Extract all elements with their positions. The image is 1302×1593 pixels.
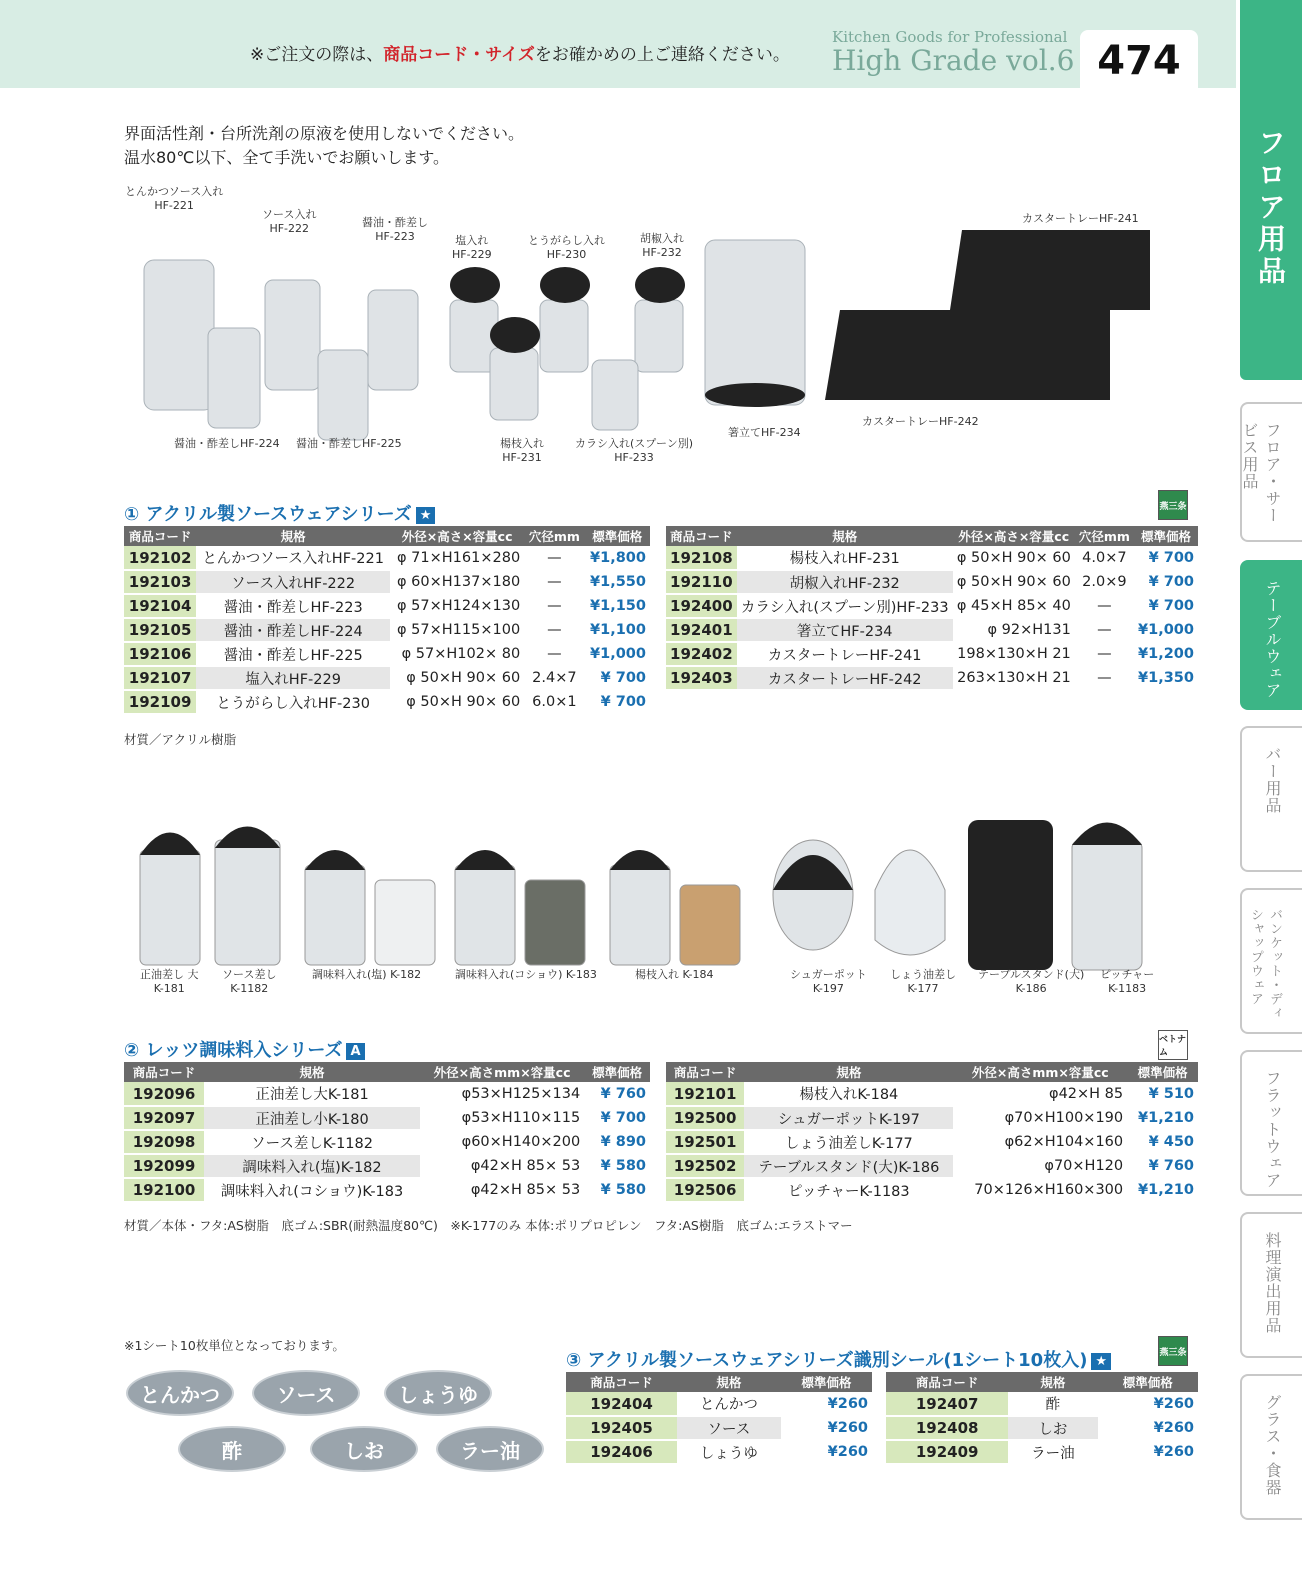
label-sticker-sauce: ソース <box>252 1370 360 1416</box>
table-cell: 192096 <box>124 1082 204 1106</box>
caption-k184: 楊枝入れ K-184 <box>635 968 714 981</box>
table-cell: 胡椒入れHF-232 <box>737 570 953 594</box>
table-cell: 箸立てHF-234 <box>737 618 953 642</box>
table-cell: φ 50×H 90× 60 <box>390 690 524 714</box>
table-cell: φ 57×H124×130 <box>390 594 524 618</box>
table-cell: ¥ 700 <box>1134 570 1198 594</box>
section3-table-right: 商品コード 規格 標準価格 192407 酢 ¥260 192408 しお ¥260 192409 ラー油 ¥260 <box>886 1372 1198 1465</box>
table-cell: 正油差し小K-180 <box>204 1106 420 1130</box>
section1-table-right: 商品コード 規格 外径×高さ×容量cc 穴径mm 標準価格 192108 楊枝入れHF-231 φ 50×H 90× 60 4.0×7 ¥ 700 192110 胡椒入れHF-232 φ 50×H 90× 60 2.0×9 ¥ 700 192400 カラシ入れ(スプーン別)HF-233 φ 45×H 85× 40 — ¥ 700 192401 箸立てHF-234 φ 92×H131 — ¥1,000 192402 カスタートレーHF-241 198×130×H 21 — ¥1,200 192403 カスタートレーHF-242 263×130×H 21 — ¥1,350 <box>666 526 1198 691</box>
section1-table-left: 商品コード 規格 外径×高さ×容量cc 穴径mm 標準価格 192102 とんかつソース入れHF-221 φ 71×H161×280 — ¥1,800 192103 ソース入れHF-222 φ 60×H137×180 — ¥1,550 192104 醤油・酢差しHF-223 φ 57×H124×130 — ¥1,150 192105 醤油・酢差しHF-224 φ 57×H115×100 — ¥1,100 192106 醤油・酢差しHF-225 φ 57×H102× 80 — ¥1,000 192107 塩入れHF-229 φ 50×H 90× 60 2.4×7 ¥ 700 192109 とうがらし入れHF-230 φ 50×H 90× 60 6.0×1 ¥ 700 <box>124 526 650 715</box>
brand-line-1: Kitchen Goods for Professional <box>832 28 1068 46</box>
table-cell: しょう油差しK-177 <box>744 1130 953 1154</box>
table-cell: 192405 <box>566 1416 677 1440</box>
table-row <box>124 1154 650 1178</box>
table-cell: 楊枝入れHF-231 <box>737 546 953 570</box>
table-cell: 198×130×H 21 <box>953 642 1075 666</box>
table-cell: φ 71×H161×280 <box>390 546 524 570</box>
table-cell: ¥260 <box>781 1440 872 1464</box>
table-cell: ¥1,100 <box>585 618 650 642</box>
table-cell: 192107 <box>124 666 196 690</box>
table-cell: 醤油・酢差しHF-223 <box>196 594 390 618</box>
table-cell: 192501 <box>666 1130 744 1154</box>
table-cell: ¥1,210 <box>1127 1106 1198 1130</box>
caption-hf225: 醤油・酢差しHF-225 <box>296 437 402 450</box>
origin-badge-1: 燕三条 <box>1158 490 1188 520</box>
caption-k1183: ピッチャー K-1183 <box>1100 968 1155 995</box>
table-cell: — <box>1075 618 1134 642</box>
table-cell: φ53×H110×115 <box>420 1106 584 1130</box>
caption-k183: 調味料入れ(コショウ) K-183 <box>455 968 597 981</box>
table-cell: カラシ入れ(スプーン別)HF-233 <box>737 594 953 618</box>
table-cell: 192400 <box>666 594 737 618</box>
table-cell: 塩入れHF-229 <box>196 666 390 690</box>
table-cell: φ 60×H137×180 <box>390 570 524 594</box>
table-cell: φ 45×H 85× 40 <box>953 594 1075 618</box>
table-row <box>666 594 1198 618</box>
table-cell: 192506 <box>666 1178 744 1202</box>
table-row <box>666 618 1198 642</box>
table-cell: φ70×H120 <box>953 1154 1127 1178</box>
side-tab-bar[interactable]: バー用品 <box>1240 726 1302 872</box>
caption-hf229: 塩入れ HF-229 <box>452 234 492 261</box>
table-row <box>666 642 1198 666</box>
table-cell: ピッチャーK-1183 <box>744 1178 953 1202</box>
table-cell: — <box>524 546 584 570</box>
table-cell: φ70×H100×190 <box>953 1106 1127 1130</box>
table-cell: ¥260 <box>1098 1416 1199 1440</box>
table-cell: φ 50×H 90× 60 <box>390 666 524 690</box>
table-cell: ¥1,550 <box>585 570 650 594</box>
section1-material: 材質／アクリル樹脂 <box>124 732 237 747</box>
table-cell: 192108 <box>666 546 737 570</box>
table-row <box>666 1082 1198 1106</box>
table-cell: 192104 <box>124 594 196 618</box>
table-cell: — <box>524 642 584 666</box>
table-cell: 192106 <box>124 642 196 666</box>
table-cell: カスタートレーHF-241 <box>737 642 953 666</box>
table-cell: 楊枝入れK-184 <box>744 1082 953 1106</box>
label-sticker-vinegar: 酢 <box>178 1426 286 1472</box>
table-cell: 調味料入れ(塩)K-182 <box>204 1154 420 1178</box>
table-cell: 192101 <box>666 1082 744 1106</box>
table-cell: ¥ 700 <box>1134 546 1198 570</box>
table-row <box>666 1106 1198 1130</box>
table-row <box>666 546 1198 570</box>
caption-hf241: カスタートレーHF-241 <box>1022 212 1139 225</box>
table-row <box>886 1440 1198 1464</box>
caption-hf232: 胡椒入れ HF-232 <box>640 232 684 259</box>
table-cell: — <box>1075 666 1134 690</box>
side-tab-glass[interactable]: グラス・食器 <box>1240 1374 1302 1520</box>
label-sticker-shoyu: しょうゆ <box>384 1370 492 1416</box>
section1-title: ① アクリル製ソースウェアシリーズ ★ <box>124 500 435 526</box>
table-cell: ¥1,200 <box>1134 642 1198 666</box>
table-cell: 調味料入れ(コショウ)K-183 <box>204 1178 420 1202</box>
table-row <box>124 666 650 690</box>
table-cell: ¥ 890 <box>584 1130 650 1154</box>
table-cell: 192109 <box>124 690 196 714</box>
table-cell: 192407 <box>886 1392 1008 1416</box>
side-tab-main[interactable]: フロア用品 <box>1240 0 1302 380</box>
table-cell: ¥1,000 <box>585 642 650 666</box>
table-cell: 192105 <box>124 618 196 642</box>
table-row <box>566 1416 872 1440</box>
table-cell: 醤油・酢差しHF-225 <box>196 642 390 666</box>
section2-table-left: 商品コード 規格 外径×高さmm×容量cc 標準価格 192096 正油差し大K-181 φ53×H125×134 ¥ 760 192097 正油差し小K-180 φ53×H110×115 ¥ 700 192098 ソース差しK-1182 φ60×H140×200 ¥ 890 192099 調味料入れ(塩)K-182 φ42×H 85× 53 ¥ 580 192100 調味料入れ(コショウ)K-183 φ42×H 85× 53 ¥ 580 <box>124 1062 650 1203</box>
table-row <box>124 642 650 666</box>
table-cell: φ 57×H115×100 <box>390 618 524 642</box>
table-cell: 192098 <box>124 1130 204 1154</box>
table-cell: — <box>524 618 584 642</box>
table-cell: ¥ 700 <box>585 690 650 714</box>
table-cell: 192404 <box>566 1392 677 1416</box>
origin-badge-2: ベトナム <box>1158 1030 1188 1060</box>
table-cell: ソース <box>677 1416 781 1440</box>
table-cell: φ53×H125×134 <box>420 1082 584 1106</box>
side-tab-tableware[interactable]: テーブルウェア <box>1240 560 1302 710</box>
table-cell: 2.0×9 <box>1075 570 1134 594</box>
table-cell: ¥ 580 <box>584 1178 650 1202</box>
table-cell: ¥1,150 <box>585 594 650 618</box>
table-cell: 6.0×1 <box>524 690 584 714</box>
table-cell: φ42×H 85 <box>953 1082 1127 1106</box>
caption-hf234: 箸立てHF-234 <box>728 426 801 439</box>
caption-hf230: とうがらし入れ HF-230 <box>528 234 605 261</box>
table-row <box>666 1154 1198 1178</box>
table-cell: とんかつソース入れHF-221 <box>196 546 390 570</box>
table-row <box>124 1130 650 1154</box>
table-cell: φ 92×H131 <box>953 618 1075 642</box>
label-sticker-tonkatsu: とんかつ <box>126 1370 234 1416</box>
table-row <box>124 570 650 594</box>
table-cell: 醤油・酢差しHF-224 <box>196 618 390 642</box>
table-cell: しょうゆ <box>677 1440 781 1464</box>
section2-material: 材質／本体・フタ:AS樹脂 底ゴム:SBR(耐熱温度80℃) ※K-177のみ 本体:ポリプロピレン フタ:AS樹脂 底ゴム:エラストマー <box>124 1218 853 1233</box>
table-row <box>566 1440 872 1464</box>
table-cell: 192409 <box>886 1440 1008 1464</box>
label-sticker-salt: しお <box>310 1426 418 1472</box>
table-cell: φ 50×H 90× 60 <box>953 570 1075 594</box>
table-cell: — <box>1075 642 1134 666</box>
table-cell: 192403 <box>666 666 737 690</box>
table-cell: 192406 <box>566 1440 677 1464</box>
side-tab-flatware[interactable]: フラットウェア <box>1240 1050 1302 1196</box>
caption-hf223: 醤油・酢差し HF-223 <box>362 216 428 243</box>
table-cell: φ 57×H102× 80 <box>390 642 524 666</box>
side-tab-floor-service[interactable]: フロア・サービス用品 <box>1240 402 1302 542</box>
table-cell: ¥ 760 <box>584 1082 650 1106</box>
table-cell: テーブルスタンド(大)K-186 <box>744 1154 953 1178</box>
table-cell: φ42×H 85× 53 <box>420 1178 584 1202</box>
table-row <box>124 690 650 714</box>
caption-hf224: 醤油・酢差しHF-224 <box>174 437 280 450</box>
table-row <box>666 1178 1198 1202</box>
caption-hf231: 楊枝入れ HF-231 <box>500 437 544 464</box>
table-cell: 酢 <box>1008 1392 1097 1416</box>
table-row <box>666 666 1198 690</box>
table-row <box>886 1416 1198 1440</box>
table-cell: ¥1,000 <box>1134 618 1198 642</box>
table-cell: ソース差しK-1182 <box>204 1130 420 1154</box>
table-cell: とうがらし入れHF-230 <box>196 690 390 714</box>
caption-k182: 調味料入れ(塩) K-182 <box>312 968 422 981</box>
care-instructions: 界面活性剤・台所洗剤の原液を使用しないでください。 温水80℃以下、全て手洗いでお願いします。 <box>124 124 525 167</box>
table-row <box>666 570 1198 594</box>
table-cell: 192099 <box>124 1154 204 1178</box>
table-cell: ¥260 <box>1098 1440 1199 1464</box>
table-row <box>124 594 650 618</box>
table-row <box>886 1392 1198 1416</box>
table-cell: — <box>1075 594 1134 618</box>
table-cell: 192401 <box>666 618 737 642</box>
caption-hf233: カラシ入れ(スプーン別) HF-233 <box>575 437 694 464</box>
table-cell: 192097 <box>124 1106 204 1130</box>
caption-k1182: ソース差し K-1182 <box>222 968 277 995</box>
brand-line-2: High Grade vol.6 <box>832 44 1075 77</box>
table-cell: ¥ 700 <box>585 666 650 690</box>
table-cell: 192408 <box>886 1416 1008 1440</box>
table-cell: φ62×H104×160 <box>953 1130 1127 1154</box>
table-cell: 192500 <box>666 1106 744 1130</box>
section2-title: ② レッツ調味料入シリーズ A <box>124 1036 365 1062</box>
table-cell: ¥ 700 <box>584 1106 650 1130</box>
caption-k181: 正油差し 大 K-181 <box>140 968 199 995</box>
table-cell: ¥ 700 <box>1134 594 1198 618</box>
table-cell: ¥260 <box>781 1392 872 1416</box>
table-cell: ¥260 <box>781 1416 872 1440</box>
table-cell: ¥ 760 <box>1127 1154 1198 1178</box>
table-row <box>124 1178 650 1202</box>
table-cell: ¥260 <box>1098 1392 1199 1416</box>
caption-k177: しょう油差し K-177 <box>890 968 956 995</box>
table-cell: 192102 <box>124 546 196 570</box>
order-notice: ※ご注文の際は、商品コード・サイズをお確かめの上ご連絡ください。 <box>250 45 790 65</box>
table-row <box>666 1130 1198 1154</box>
table-cell: ¥ 450 <box>1127 1130 1198 1154</box>
table-cell: — <box>524 594 584 618</box>
table-cell: シュガーポットK-197 <box>744 1106 953 1130</box>
table-row <box>124 618 650 642</box>
table-cell: ¥1,800 <box>585 546 650 570</box>
side-tab-plating[interactable]: 料理演出用品 <box>1240 1212 1302 1358</box>
table-row <box>124 546 650 570</box>
table-cell: ¥ 580 <box>584 1154 650 1178</box>
table-row <box>566 1392 872 1416</box>
caption-k197: シュガーポット K-197 <box>790 968 867 995</box>
page-number: 474 <box>1080 30 1198 88</box>
table-cell: φ 50×H 90× 60 <box>953 546 1075 570</box>
table-cell: ¥1,210 <box>1127 1178 1198 1202</box>
side-tab-banquet[interactable]: バンケット・ディシャップウェア <box>1240 888 1302 1034</box>
table-cell: 192100 <box>124 1178 204 1202</box>
table-cell: 192110 <box>666 570 737 594</box>
table-cell: 192402 <box>666 642 737 666</box>
table-cell: φ42×H 85× 53 <box>420 1154 584 1178</box>
label-sticker-rayu: ラー油 <box>436 1426 544 1472</box>
sheet-unit-note: ※1シート10枚単位となっております。 <box>124 1338 345 1353</box>
table-cell: φ60×H140×200 <box>420 1130 584 1154</box>
table-cell: ¥1,350 <box>1134 666 1198 690</box>
table-cell: — <box>524 570 584 594</box>
section2-table-right: 商品コード 規格 外径×高さmm×容量cc 標準価格 192101 楊枝入れK-184 φ42×H 85 ¥ 510 192500 シュガーポットK-197 φ70×H100×190 ¥1,210 192501 しょう油差しK-177 φ62×H104×160 ¥ 450 192502 テーブルスタンド(大)K-186 φ70×H120 ¥ 760 192506 ピッチャーK-1183 70×126×H160×300 ¥1,210 <box>666 1062 1198 1203</box>
table-cell: 4.0×7 <box>1075 546 1134 570</box>
caption-hf221: とんかつソース入れ HF-221 <box>125 185 224 212</box>
caption-k186: テーブルスタンド(大) K-186 <box>978 968 1085 995</box>
table-row <box>124 1106 650 1130</box>
table-cell: 192103 <box>124 570 196 594</box>
table-cell: ソース入れHF-222 <box>196 570 390 594</box>
table-cell: 正油差し大K-181 <box>204 1082 420 1106</box>
origin-badge-3: 燕三条 <box>1158 1336 1188 1366</box>
table-cell: とんかつ <box>677 1392 781 1416</box>
table-cell: ¥ 510 <box>1127 1082 1198 1106</box>
table-cell: カスタートレーHF-242 <box>737 666 953 690</box>
section3-title: ③ アクリル製ソースウェアシリーズ識別シール(1シート10枚入) ★ <box>566 1346 1111 1372</box>
table-row <box>124 1082 650 1106</box>
caption-hf242: カスタートレーHF-242 <box>862 415 979 428</box>
lets-seasoning-photo <box>130 810 1210 980</box>
section3-table-left: 商品コード 規格 標準価格 192404 とんかつ ¥260 192405 ソース ¥260 192406 しょうゆ ¥260 <box>566 1372 872 1465</box>
table-cell: 192502 <box>666 1154 744 1178</box>
table-cell: 263×130×H 21 <box>953 666 1075 690</box>
table-cell: しお <box>1008 1416 1097 1440</box>
table-cell: 2.4×7 <box>524 666 584 690</box>
table-cell: 70×126×H160×300 <box>953 1178 1127 1202</box>
caption-hf222: ソース入れ HF-222 <box>262 208 317 235</box>
table-cell: ラー油 <box>1008 1440 1097 1464</box>
